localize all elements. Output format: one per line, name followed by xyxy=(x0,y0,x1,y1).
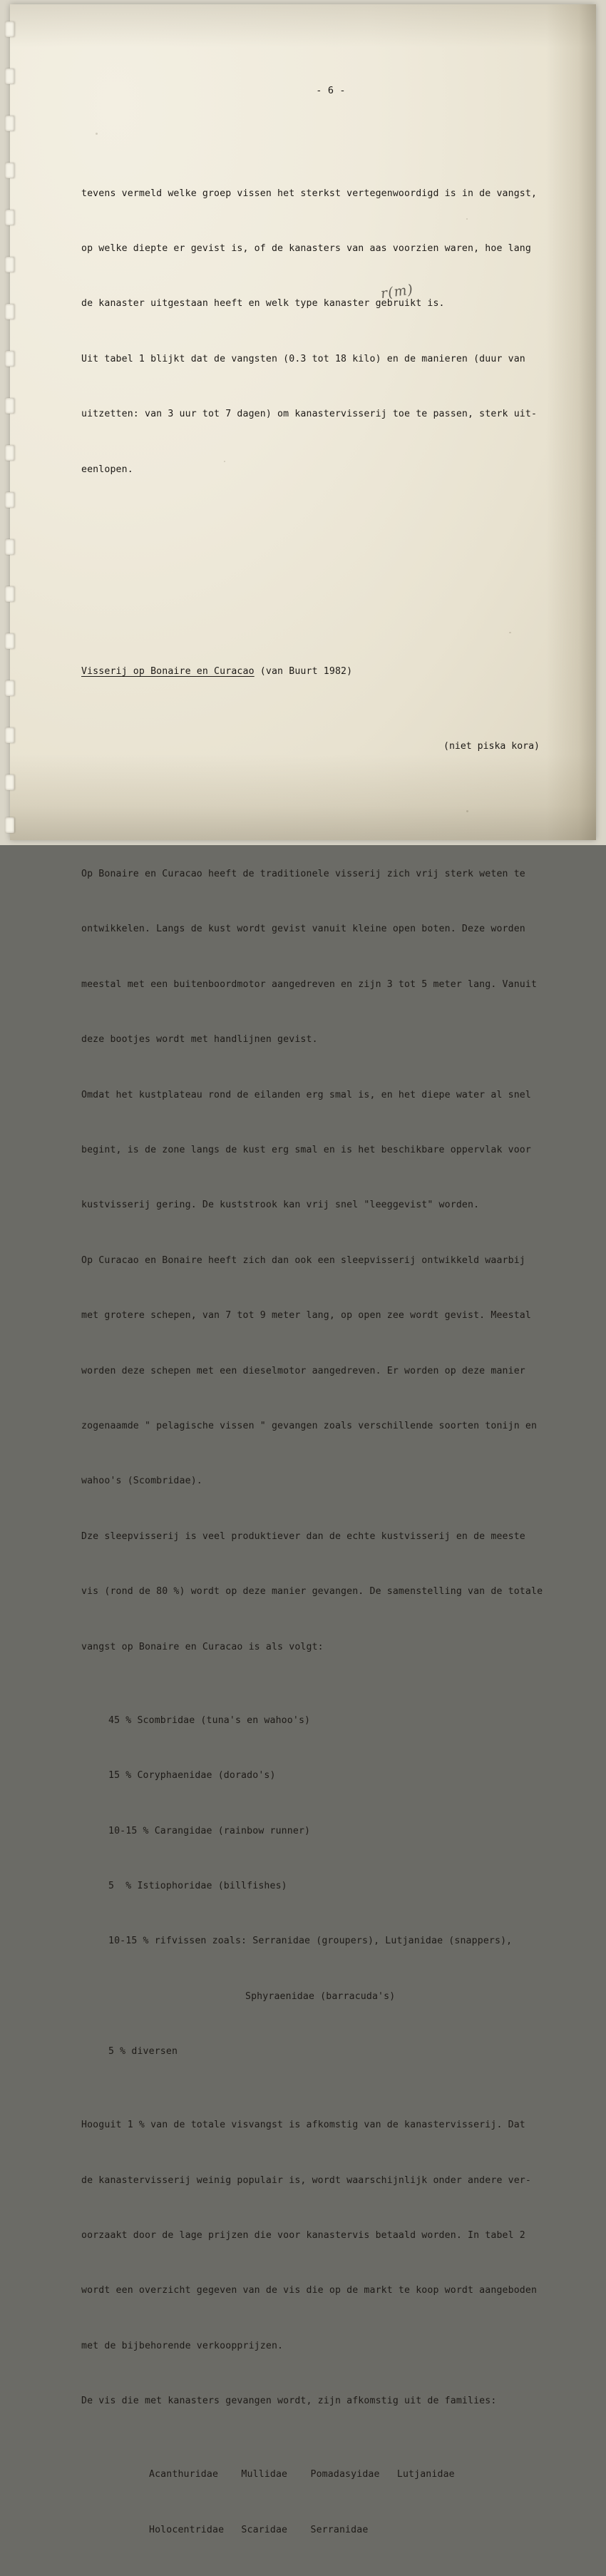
text-line: wahoo's (Scombridae). xyxy=(81,1476,202,1487)
text-line: ontwikkelen. Langs de kust wordt gevist vanuit kleine open boten. Deze worden xyxy=(81,924,525,935)
text-line: oorzaakt door de lage prijzen die voor kanastervis betaald worden. In tabel 2 xyxy=(81,2230,525,2242)
family-note: (niet piska kora) xyxy=(443,741,540,752)
section-heading xyxy=(81,663,573,681)
text-line: deze bootjes wordt met handlijnen gevist. xyxy=(81,1034,318,1046)
paragraph-gap xyxy=(81,589,573,608)
text-line: op welke diepte er gevist is, of de kanasters van aas voorzien waren, hoe lang xyxy=(81,242,531,254)
text-line: begint, is de zone langs de kust erg smal en is het beschikbare oppervlak voor xyxy=(81,1145,531,1156)
list-item: 5 % Istiophoridae (billfishes) xyxy=(108,1880,287,1891)
text-line: De vis die met kanasters gevangen wordt, zijn afkomstig uit de families: xyxy=(81,2396,497,2407)
text-line: met grotere schepen, van 7 tot 9 meter lang, op open zee wordt gevist. Meestal xyxy=(81,1310,531,1322)
text-line: tevens vermeld welke groep vissen het sterkst vertegenwoordigd is in de vangst, xyxy=(81,188,538,199)
paragraph-gap xyxy=(81,534,573,553)
list-item: 10-15 % rifvissen zoals: Serranidae (groupers), Lutjanidae (snappers), xyxy=(108,1936,513,1947)
text-line: vis (rond de 80 %) wordt op deze manier gevangen. De samenstelling van de totale xyxy=(81,1586,543,1598)
text-line: de kanastervisserij weinig populair is, wordt waarschijnlijk onder andere ver- xyxy=(81,2174,531,2186)
text-line: worden deze schepen met een dieselmotor aangedreven. Er worden op deze manier xyxy=(81,1365,525,1376)
list-item: 45 % Scombridae (tuna's en wahoo's) xyxy=(108,1714,311,1726)
handwritten-annotation: r(m) xyxy=(379,281,415,302)
text-line: Op Curacao en Bonaire heeft zich dan ook een sleepvisserij ontwikkeld waarbij xyxy=(81,1254,525,1266)
paper-sheet xyxy=(10,4,596,2535)
page-number: - 6 - xyxy=(316,85,346,97)
punch-holes xyxy=(0,0,19,845)
text-line: Omdat het kustplateau rond de eilanden erg smal is, en het diepe water al snel xyxy=(81,1089,531,1100)
list-item: 10-15 % Carangidae (rainbow runner) xyxy=(108,1825,311,1836)
typed-text-body xyxy=(81,27,573,2576)
text-line: Op Bonaire en Curacao heeft de traditionele visserij zich vrij sterk weten te xyxy=(81,869,525,880)
family-row: Acanthuridae Mullidae Pomadasyidae Lutjanidae xyxy=(149,2469,455,2480)
text-line: vangst op Bonaire en Curacao is als volgt: xyxy=(81,1641,324,1652)
text-line: Dze sleepvisserij is veel produktiever dan de echte kustvisserij en de meeste xyxy=(81,1530,525,1542)
section-heading-citation: (van Buurt 1982) xyxy=(254,666,353,678)
text-line: kustvisserij gering. De kuststrook kan vrij snel "leeggevist" worden. xyxy=(81,1200,480,1211)
paragraph-gap xyxy=(81,792,573,810)
text-line: zogenaamde " pelagische vissen " gevangen zoals verschillende soorten tonijn en xyxy=(81,1420,538,1431)
text-line: de kanaster uitgestaan heeft en welk type kanaster gebruikt is. xyxy=(81,298,445,310)
list-item: 5 % diversen xyxy=(108,2046,178,2058)
list-item: 15 % Coryphaenidae (dorado's) xyxy=(108,1770,276,1782)
text-line: Hooguit 1 % van de totale visvangst is afkomstig van de kanastervisserij. Dat xyxy=(81,2120,525,2131)
text-line: uitzetten: van 3 uur tot 7 dagen) om kanastervisserij toe te passen, sterk uit- xyxy=(81,409,538,420)
text-line: eenlopen. xyxy=(81,464,133,475)
section-heading-title: Visserij op Bonaire en Curacao xyxy=(81,666,255,678)
text-line: met de bijbehorende verkoopprijzen. xyxy=(81,2340,284,2351)
list-item-continuation: Sphyraenidae (barracuda's) xyxy=(245,1990,396,2002)
text-line: wordt een overzicht gegeven van de vis die op de markt te koop wordt aangeboden xyxy=(81,2285,538,2296)
text-line: meestal met een buitenboordmotor aangedreven en zijn 3 tot 5 meter lang. Vanuit xyxy=(81,978,538,990)
family-row: Holocentridae Scaridae Serranidae xyxy=(149,2524,369,2535)
text-line: Uit tabel 1 blijkt dat de vangsten (0.3 tot 18 kilo) en de manieren (duur van xyxy=(81,353,525,364)
